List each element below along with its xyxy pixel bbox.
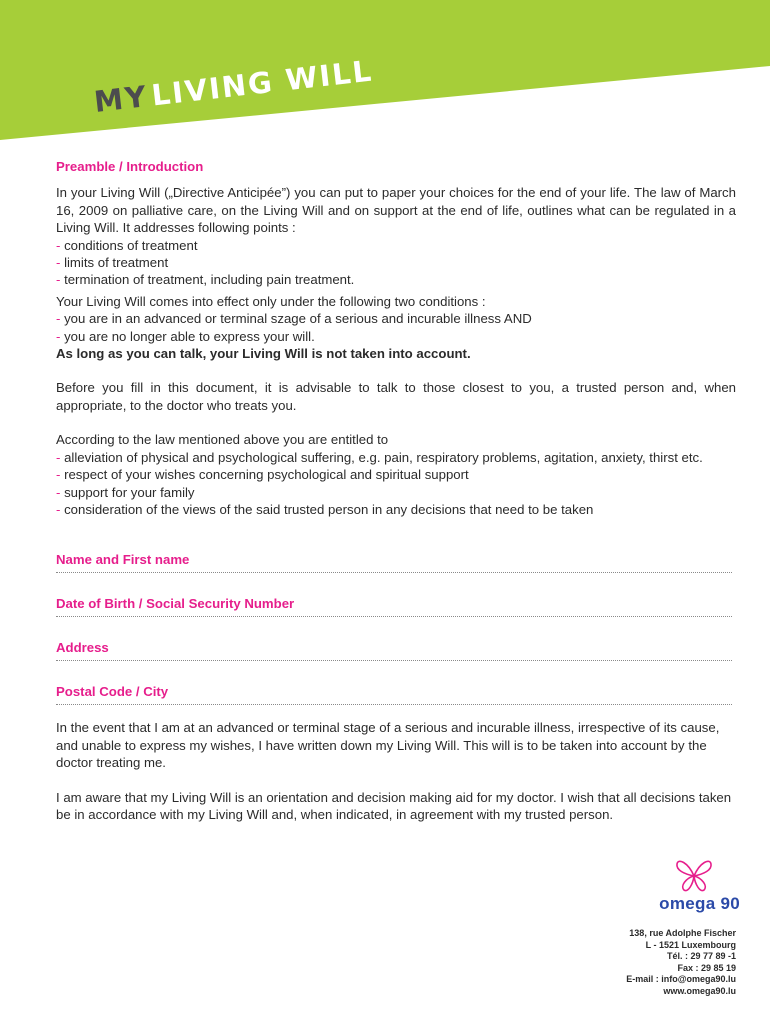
list-item: - you are no longer able to express your will. — [56, 328, 315, 344]
address-fax: Fax : 29 85 19 — [677, 962, 736, 973]
birth-field[interactable] — [56, 595, 736, 617]
list-item: - consideration of the views of the said trusted person in any decisions that need to be taken — [56, 501, 594, 517]
address-field[interactable] — [56, 639, 736, 661]
postal-field[interactable] — [56, 683, 736, 705]
conditions-intro: Your Living Will comes into effect only under the following two conditions : — [56, 293, 486, 309]
address-label: Address — [56, 640, 109, 656]
address-input-line[interactable] — [56, 654, 732, 661]
address-website: www.omega90.lu — [663, 985, 736, 996]
address-street: 138, rue Adolphe Fischer — [629, 928, 736, 938]
list-item: - termination of treatment, including pain treatment. — [56, 272, 355, 288]
postal-input-line[interactable] — [56, 698, 732, 705]
emphasis-statement: As long as you can talk, your Living Will is not taken into account. — [56, 346, 471, 362]
declaration-paragraph-1: In the event that I am at an advanced or terminal stage of a serious and incurable illness, irrespective of its cause, and unable to express my wishes, I have written down my Living Will. This will is to be taken into account by the doctor treating me. — [56, 720, 720, 771]
address-phone: Tél. : 29 77 89 -1 — [666, 951, 736, 962]
contact-address — [626, 928, 736, 998]
declaration-paragraph-2: I am aware that my Living Will is an orientation and decision making aid for my doctor. I wish that all decisions taken be in accordance with my Living Will and, when indicated, in agreement with my trusted person. — [56, 789, 732, 822]
title-part-my: MY — [92, 79, 150, 119]
address-city: L - 1521 Luxembourg — [645, 939, 736, 950]
preamble-heading: Preamble / Introduction — [56, 159, 204, 174]
birth-input-line[interactable] — [56, 610, 732, 617]
postal-label: Postal Code / City — [56, 684, 169, 700]
preamble-intro: In your Living Will („Directive Anticipée”) you can put to paper your choices for the end of your life. The law of March 16, 2009 on palliative care, on the Living Will and on support at the end of life, outlines what can be regulated in a Living Will. It addresses following points : — [56, 185, 736, 236]
name-field[interactable] — [56, 551, 736, 573]
logo-wordmark: omega 90 — [659, 894, 740, 913]
list-item: - alleviation of physical and psychological suffering, e.g. pain, respiratory problems, agitation, anxiety, thirst etc. — [56, 449, 703, 465]
document-body — [56, 158, 736, 823]
name-input-line[interactable] — [56, 566, 732, 573]
list-item: - support for your family — [56, 484, 195, 500]
advice-paragraph: Before you fill in this document, it is advisable to talk to those closest to you, a trusted person and, when appropriate, to the doctor who treats you. — [56, 380, 736, 413]
list-item: - respect of your wishes concerning psychological and spiritual support — [56, 467, 469, 483]
list-item: - conditions of treatment — [56, 237, 198, 253]
header-banner — [0, 0, 770, 140]
list-item: - limits of treatment — [56, 255, 169, 271]
butterfly-icon — [674, 858, 714, 894]
omega90-logo — [640, 858, 740, 918]
birth-label: Date of Birth / Social Security Number — [56, 596, 295, 612]
name-label: Name and First name — [56, 552, 190, 568]
list-item: - you are in an advanced or terminal szage of a serious and incurable illness AND — [56, 311, 532, 327]
title-part-living-will: LIVING WILL — [149, 53, 375, 113]
address-email: E-mail : info@omega90.lu — [626, 974, 736, 985]
entitled-intro: According to the law mentioned above you are entitled to — [56, 432, 389, 448]
